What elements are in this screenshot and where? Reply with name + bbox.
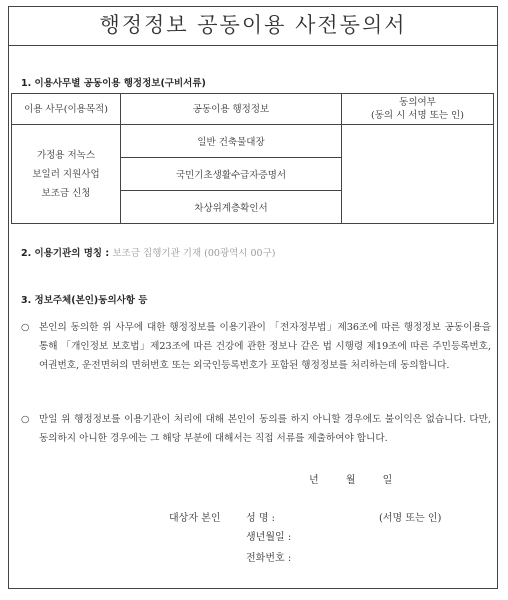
section2-label: 2. 이용기관의 명칭 :: [21, 248, 110, 259]
header-consent-line1: 동의여부: [399, 97, 436, 108]
header-info: 공동이용 행정정보: [121, 94, 342, 125]
section2-heading: [21, 245, 275, 259]
paragraph-text: 만일 위 행정정보를 이용기관이 처리에 대해 본인이 동의를 하지 아니할 경우에도 불이익은 없습니다. 다만, 동의하지 아니한 경우에는 그 해당 부분에 대해서는 직접 서류를 제출하여야 합니다.: [39, 414, 491, 444]
section1-heading: 1. 이용사무별 공동이용 행정정보(구비서류): [21, 78, 206, 89]
info-item-near-poverty-certificate: 차상위계층확인서: [121, 191, 342, 224]
info-item-building-register: 일반 건축물대장: [121, 125, 342, 158]
name-field-label[interactable]: 성 명 :: [246, 513, 276, 524]
header-purpose: 이용 사무(이용목적): [12, 94, 121, 125]
sign-or-seal-hint: (서명 또는 인): [379, 513, 442, 524]
purpose-cell: [12, 125, 121, 224]
header-consent: [342, 94, 494, 125]
paragraph-text: 본인의 동의한 위 사무에 대한 행정정보를 이용기관이 「전자정부법」제36조에 따른 행정정보 공동이용을 통해 「개인정보 보호법」제23조에 따른 건강에 관한 정보나 같은 법 시행령 제19조에 따른 주민등록번호, 여권번호, 운전면허의 면허번호 또는 외국인등록번호가 포함된 행정정보를 처리하는데 동의합니다.: [39, 322, 491, 371]
birthdate-field-label[interactable]: 생년월일 :: [246, 532, 292, 543]
form-title: 행정정보 공동이용 사전동의서: [9, 7, 497, 46]
purpose-line: 가정용 저녹스: [36, 149, 96, 161]
table-row: [12, 125, 494, 158]
consent-form: [8, 6, 498, 589]
purpose-line: 보일러 지원사업: [32, 168, 100, 180]
purpose-line: 보조금 신청: [41, 187, 91, 199]
consent-paragraph-2: [21, 410, 491, 448]
table-header-row: [12, 94, 494, 125]
consent-paragraph-1: [21, 318, 491, 375]
signature-target-label: 대상자 본인: [169, 513, 221, 524]
bullet-icon: ○: [21, 322, 30, 333]
service-table: [11, 93, 494, 224]
bullet-icon: ○: [21, 414, 30, 425]
header-consent-line2: (동의 시 서명 또는 인): [371, 110, 464, 121]
section3-heading: 3. 정보주체(본인)동의사항 등: [21, 295, 148, 306]
date-line[interactable]: 년 월 일: [309, 475, 393, 486]
phone-field-label[interactable]: 전화번호 :: [246, 553, 292, 564]
agency-name-value: 보조금 집행기관 기재 (00광역시 00구): [112, 248, 276, 259]
info-item-basic-livelihood-certificate: 국민기초생활수급자증명서: [121, 158, 342, 191]
consent-signature-cell[interactable]: [342, 125, 494, 224]
